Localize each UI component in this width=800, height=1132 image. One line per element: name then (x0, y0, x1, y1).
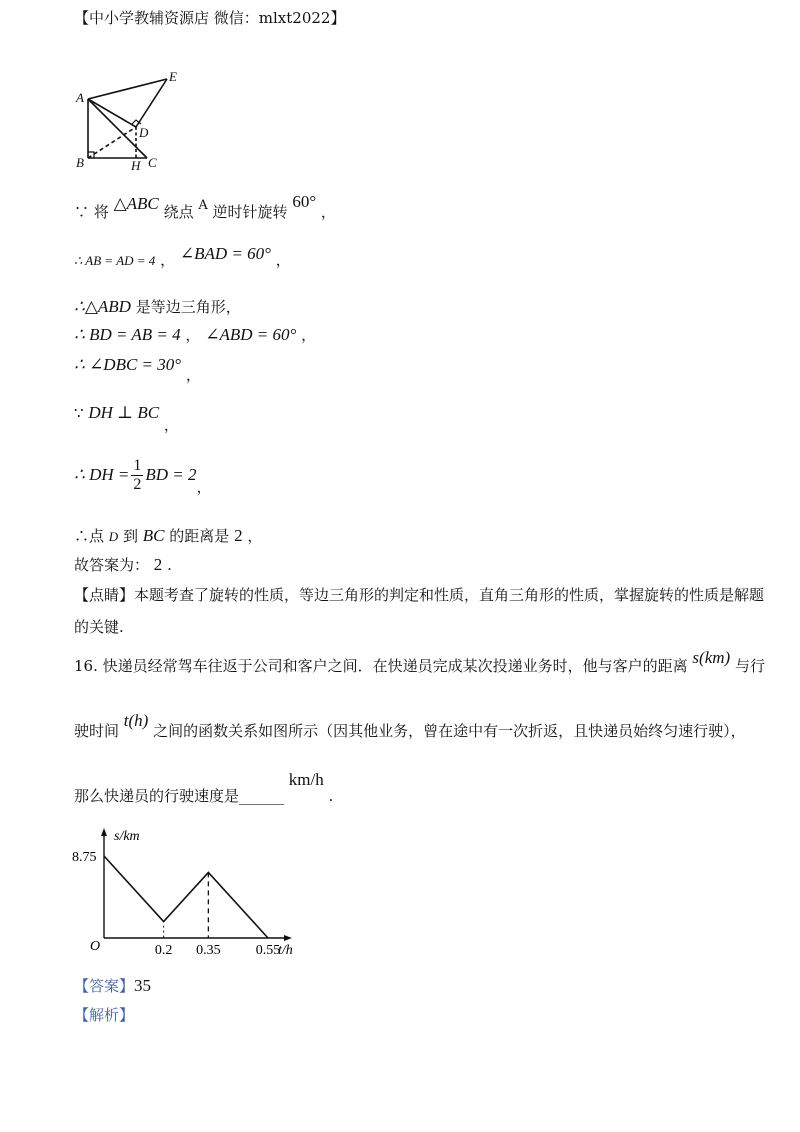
problem-16-line-2: 驶时间 t(h) 之间的函数关系如图所示（因其他业务，曾在途中有一次折返，且快递员始终匀速行驶）， (74, 711, 746, 740)
geometry-figure (70, 66, 190, 174)
solution-line-6: ∵ DH ⊥ BC ， (74, 403, 179, 434)
solution-line-8: ∴点 D 到 BC 的距离是 2 ， (74, 526, 263, 545)
comment-line-2: 的关键. (74, 618, 124, 636)
segment-bd-dashed (88, 127, 136, 158)
label-h: H (131, 158, 141, 173)
answer-value: 35 (134, 976, 152, 995)
y-axis-arrow (101, 828, 107, 836)
fraction-one-half: $\frac{1}{2}$ (133, 456, 142, 493)
origin-label: O (90, 939, 101, 954)
label-c: C (148, 155, 157, 170)
analysis-label: 【解析】 (74, 1006, 135, 1024)
page-header: 【中小学教辅资源店 微信：mlxt2022】 (74, 9, 346, 27)
solution-line-1: ∵ 将 △ABC 绕点 A 逆时针旋转 60° ， (74, 192, 336, 221)
solution-line-5: ∴ ∠DBC = 30° ， (74, 355, 201, 384)
solution-line-2: ∴ AB = AD = 4 ， ∠BAD = 60° ， (74, 244, 291, 269)
x-tick-label-1: 0.35 (196, 943, 221, 958)
y-axis-label: s/km (114, 829, 140, 844)
solution-line-3: ∴△ABD 是等边三角形， (74, 297, 241, 316)
label-d: D (139, 125, 149, 140)
x-tick-label-0: 0.2 (154, 943, 173, 958)
label-e: E (169, 69, 177, 84)
comment-line-1: 【点睛】本题考查了旋转的性质，等边三角形的判定和性质，直角三角形的性质，掌握旋转的性质是解题 (74, 586, 765, 604)
solution-line-7: ∴ DH = $\frac{1}{2}$ BD = 2 ， (74, 456, 212, 496)
series-line (104, 856, 268, 938)
x-tick-label-2: 0.55 (255, 943, 281, 958)
solution-line-9: 故答案为： 2 . (74, 555, 172, 574)
answer-label: 【答案】 (74, 977, 135, 995)
solution-line-4: ∴ BD = AB = 4 ， ∠ABD = 60° ， (74, 325, 317, 344)
distance-time-chart (70, 826, 310, 961)
y-tick-label-0: 8.75 (72, 850, 97, 865)
problem-16-line-1: 16. 快递员经常驾车往返于公司和客户之间．在快递员完成某次投递业务时，他与客户的距离 s(km) 与行 (74, 648, 765, 675)
problem-16-line-3: 那么快递员的行驶速度是______ km/h . (74, 770, 334, 805)
x-axis-label: t/h (278, 943, 293, 958)
x-axis-arrow (284, 935, 292, 941)
label-a: A (76, 90, 84, 105)
label-b: B (76, 155, 84, 170)
answer-line (74, 976, 151, 996)
